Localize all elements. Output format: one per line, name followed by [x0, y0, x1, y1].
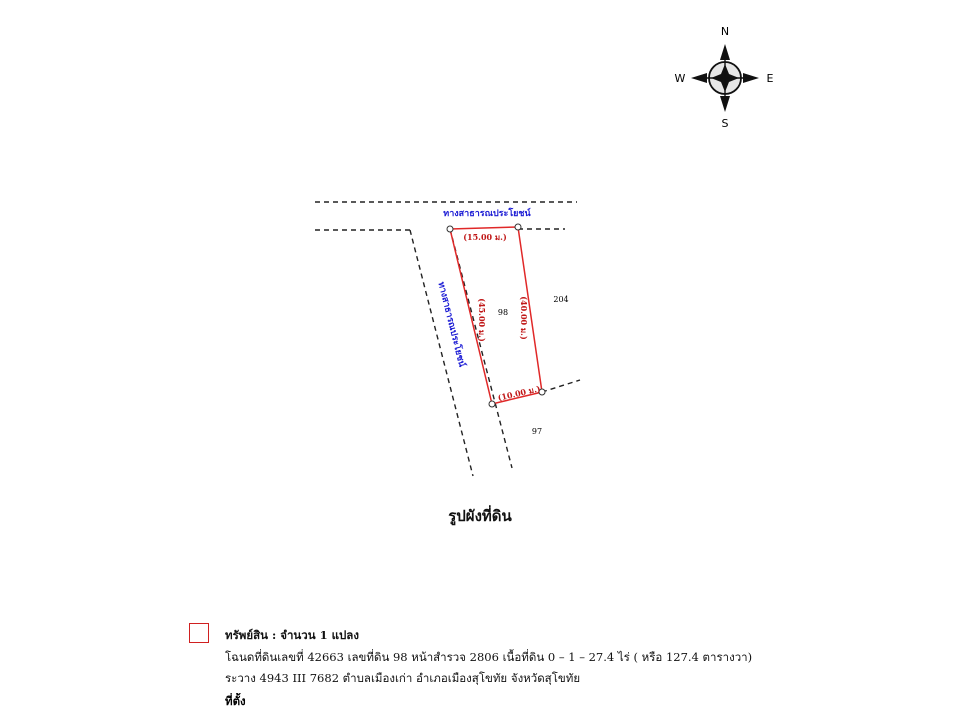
compass-south-label: S [721, 117, 729, 130]
parcel-98 [447, 224, 545, 407]
legend-swatch [189, 623, 209, 643]
legend-line-cutoff [225, 693, 465, 720]
legend [225, 625, 945, 690]
dim-right-label: (40.00 ม.) [519, 296, 529, 340]
parcel-corner [515, 224, 521, 230]
map-caption: รูปผังที่ดิน [448, 507, 512, 525]
legend-line-deed: โฉนดที่ดินเลขที่ 42663 เลขที่ดิน 98 หน้าสำรวจ 2806 เนื้อที่ดิน 0 – 1 – 27.4 ไร่ ( หรือ 127.4 ตารางวา) [225, 649, 753, 664]
dim-left-label: (45.00 ม.) [477, 298, 487, 342]
legend-line-partial: ที่ตั้ง [225, 694, 246, 708]
parcel-number-label: 98 [497, 308, 509, 317]
neighbor-east-label: 204 [553, 295, 569, 304]
boundary-right-lower [542, 380, 580, 392]
road-top-label: ทางสาธารณประโยชน์ [443, 209, 531, 219]
parcel-corner [447, 226, 453, 232]
neighbor-south-label: 97 [531, 427, 543, 436]
dim-bottom-label: (10.00 ม.) [496, 383, 542, 403]
dim-top-label: (15.00 ม.) [463, 232, 507, 242]
parcel-corner [489, 401, 495, 407]
legend-title: ทรัพย์สิน : จำนวน 1 แปลง [225, 628, 359, 642]
compass-rose [675, 25, 774, 130]
compass-north-label: N [720, 25, 730, 38]
legend-line-location: ระวาง 4943 III 7682 ตำบลเมืองเก่า อำเภอเมืองสุโขทัย จังหวัดสุโขทัย [225, 671, 581, 685]
compass-east-label: E [766, 72, 774, 85]
compass-west-label: W [674, 72, 686, 85]
road-left-label: ทางสาธารณประโยชน์ [435, 280, 467, 369]
